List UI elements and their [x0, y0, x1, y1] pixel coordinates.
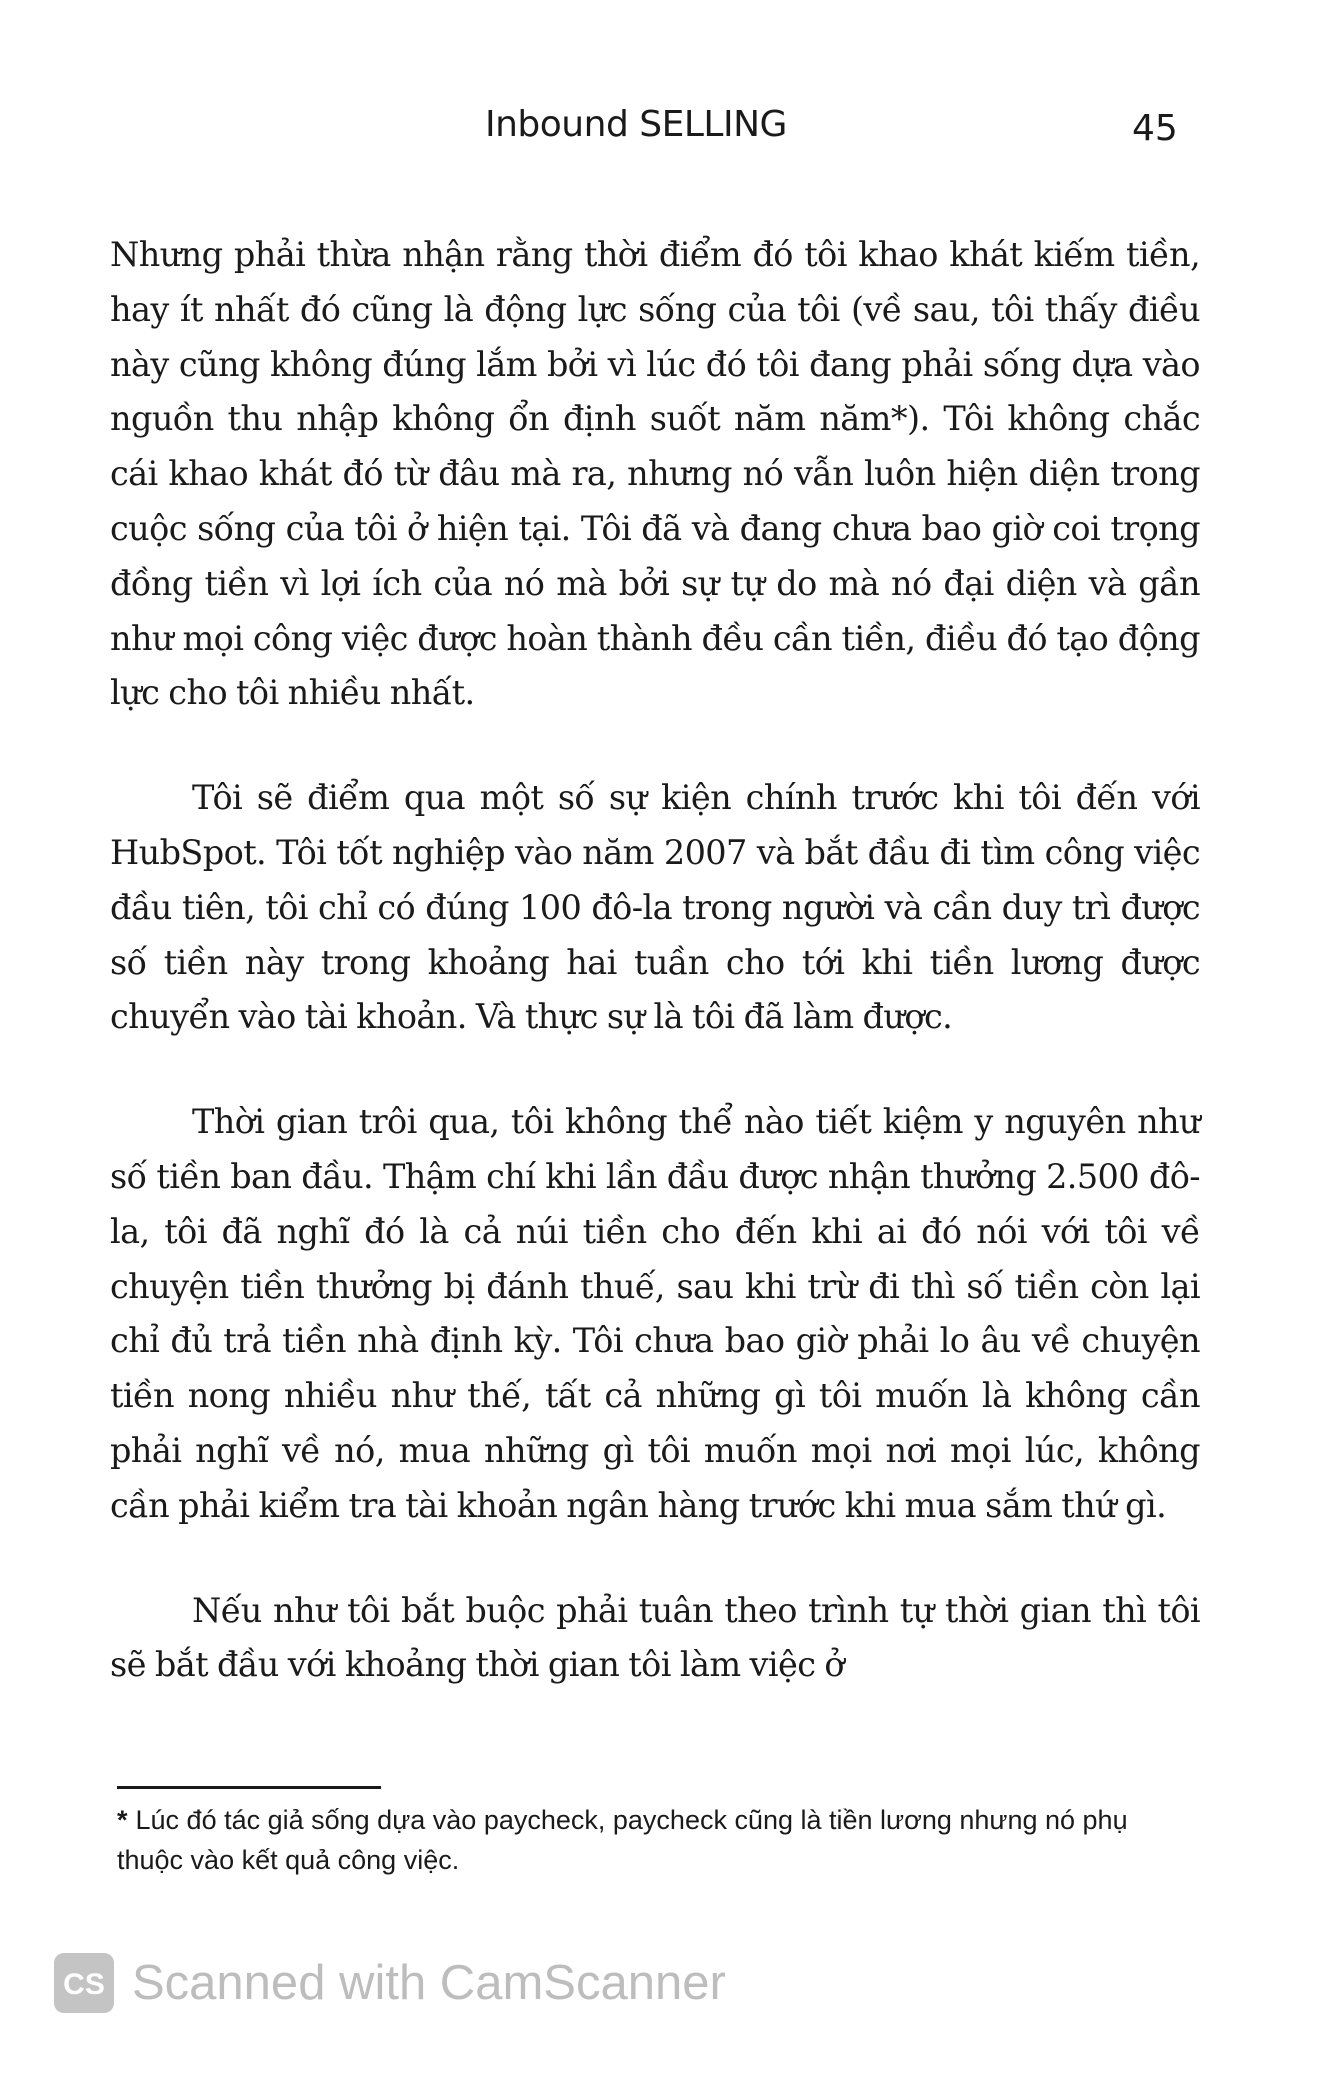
camscanner-logo-text: CS: [63, 1968, 105, 2001]
paragraph-1: Nhưng phải thừa nhận rằng thời điểm đó tôi khao khát kiếm tiền, hay ít nhất đó cũng là động lực sống của tôi (về sau, tôi thấy điều này cũng không đúng lắm bởi vì lúc đó tôi đang phải sống dựa vào nguồn thu nhập không ổn định suốt năm năm*). Tôi không chắc cái khao khát đó từ đâu mà ra, nhưng nó vẫn luôn hiện diện trong cuộc sống của tôi ở hiện tại. Tôi đã và đang chưa bao giờ coi trọng đồng tiền vì lợi ích của nó mà bởi sự tự do mà nó đại diện và gần như mọi công việc được hoàn thành đều cần tiền, điều đó tạo động lực cho tôi nhiều nhất.: [110, 235, 1200, 713]
footnote-divider: [117, 1786, 381, 1789]
camscanner-logo-icon: [54, 1953, 114, 2013]
paragraph-4: Nếu như tôi bắt buộc phải tuân theo trình tự thời gian thì tôi sẽ bắt đầu với khoảng thời gian tôi làm việc ở: [110, 1590, 1200, 1685]
footnote-marker: *: [117, 1805, 128, 1835]
watermark-text: Scanned with CamScanner: [132, 1956, 726, 2010]
paragraph-3: Thời gian trôi qua, tôi không thể nào tiết kiệm y nguyên như số tiền ban đầu. Thậm chí khi lần đầu được nhận thưởng 2.500 đô-la, tôi đã nghĩ đó là cả núi tiền cho đến khi ai đó nói với tôi về chuyện tiền thưởng bị đánh thuế, sau khi trừ đi thì số tiền còn lại chỉ đủ trả tiền nhà định kỳ. Tôi chưa bao giờ phải lo âu về chuyện tiền nong nhiều như thế, tất cả những gì tôi muốn là không cần phải nghĩ về nó, mua những gì tôi muốn mọi nơi mọi lúc, không cần phải kiểm tra tài khoản ngân hàng trước khi mua sắm thứ gì.: [110, 1102, 1200, 1525]
page-number: 45: [1132, 108, 1178, 149]
running-title: Inbound SELLING: [485, 104, 787, 145]
body-text: [110, 228, 1200, 1743]
running-header: [0, 100, 1344, 160]
footnote: [117, 1800, 1197, 1880]
camscanner-watermark: [54, 1948, 726, 2018]
paragraph-2: Tôi sẽ điểm qua một số sự kiện chính trước khi tôi đến với HubSpot. Tôi tốt nghiệp vào năm 2007 và bắt đầu đi tìm công việc đầu tiên, tôi chỉ có đúng 100 đô-la trong người và cần duy trì được số tiền này trong khoảng hai tuần cho tới khi tiền lương được chuyển vào tài khoản. Và thực sự là tôi đã làm được.: [110, 778, 1200, 1037]
footnote-text: Lúc đó tác giả sống dựa vào paycheck, paycheck cũng là tiền lương nhưng nó phụ thuộc vào kết quả công việc.: [117, 1805, 1128, 1875]
